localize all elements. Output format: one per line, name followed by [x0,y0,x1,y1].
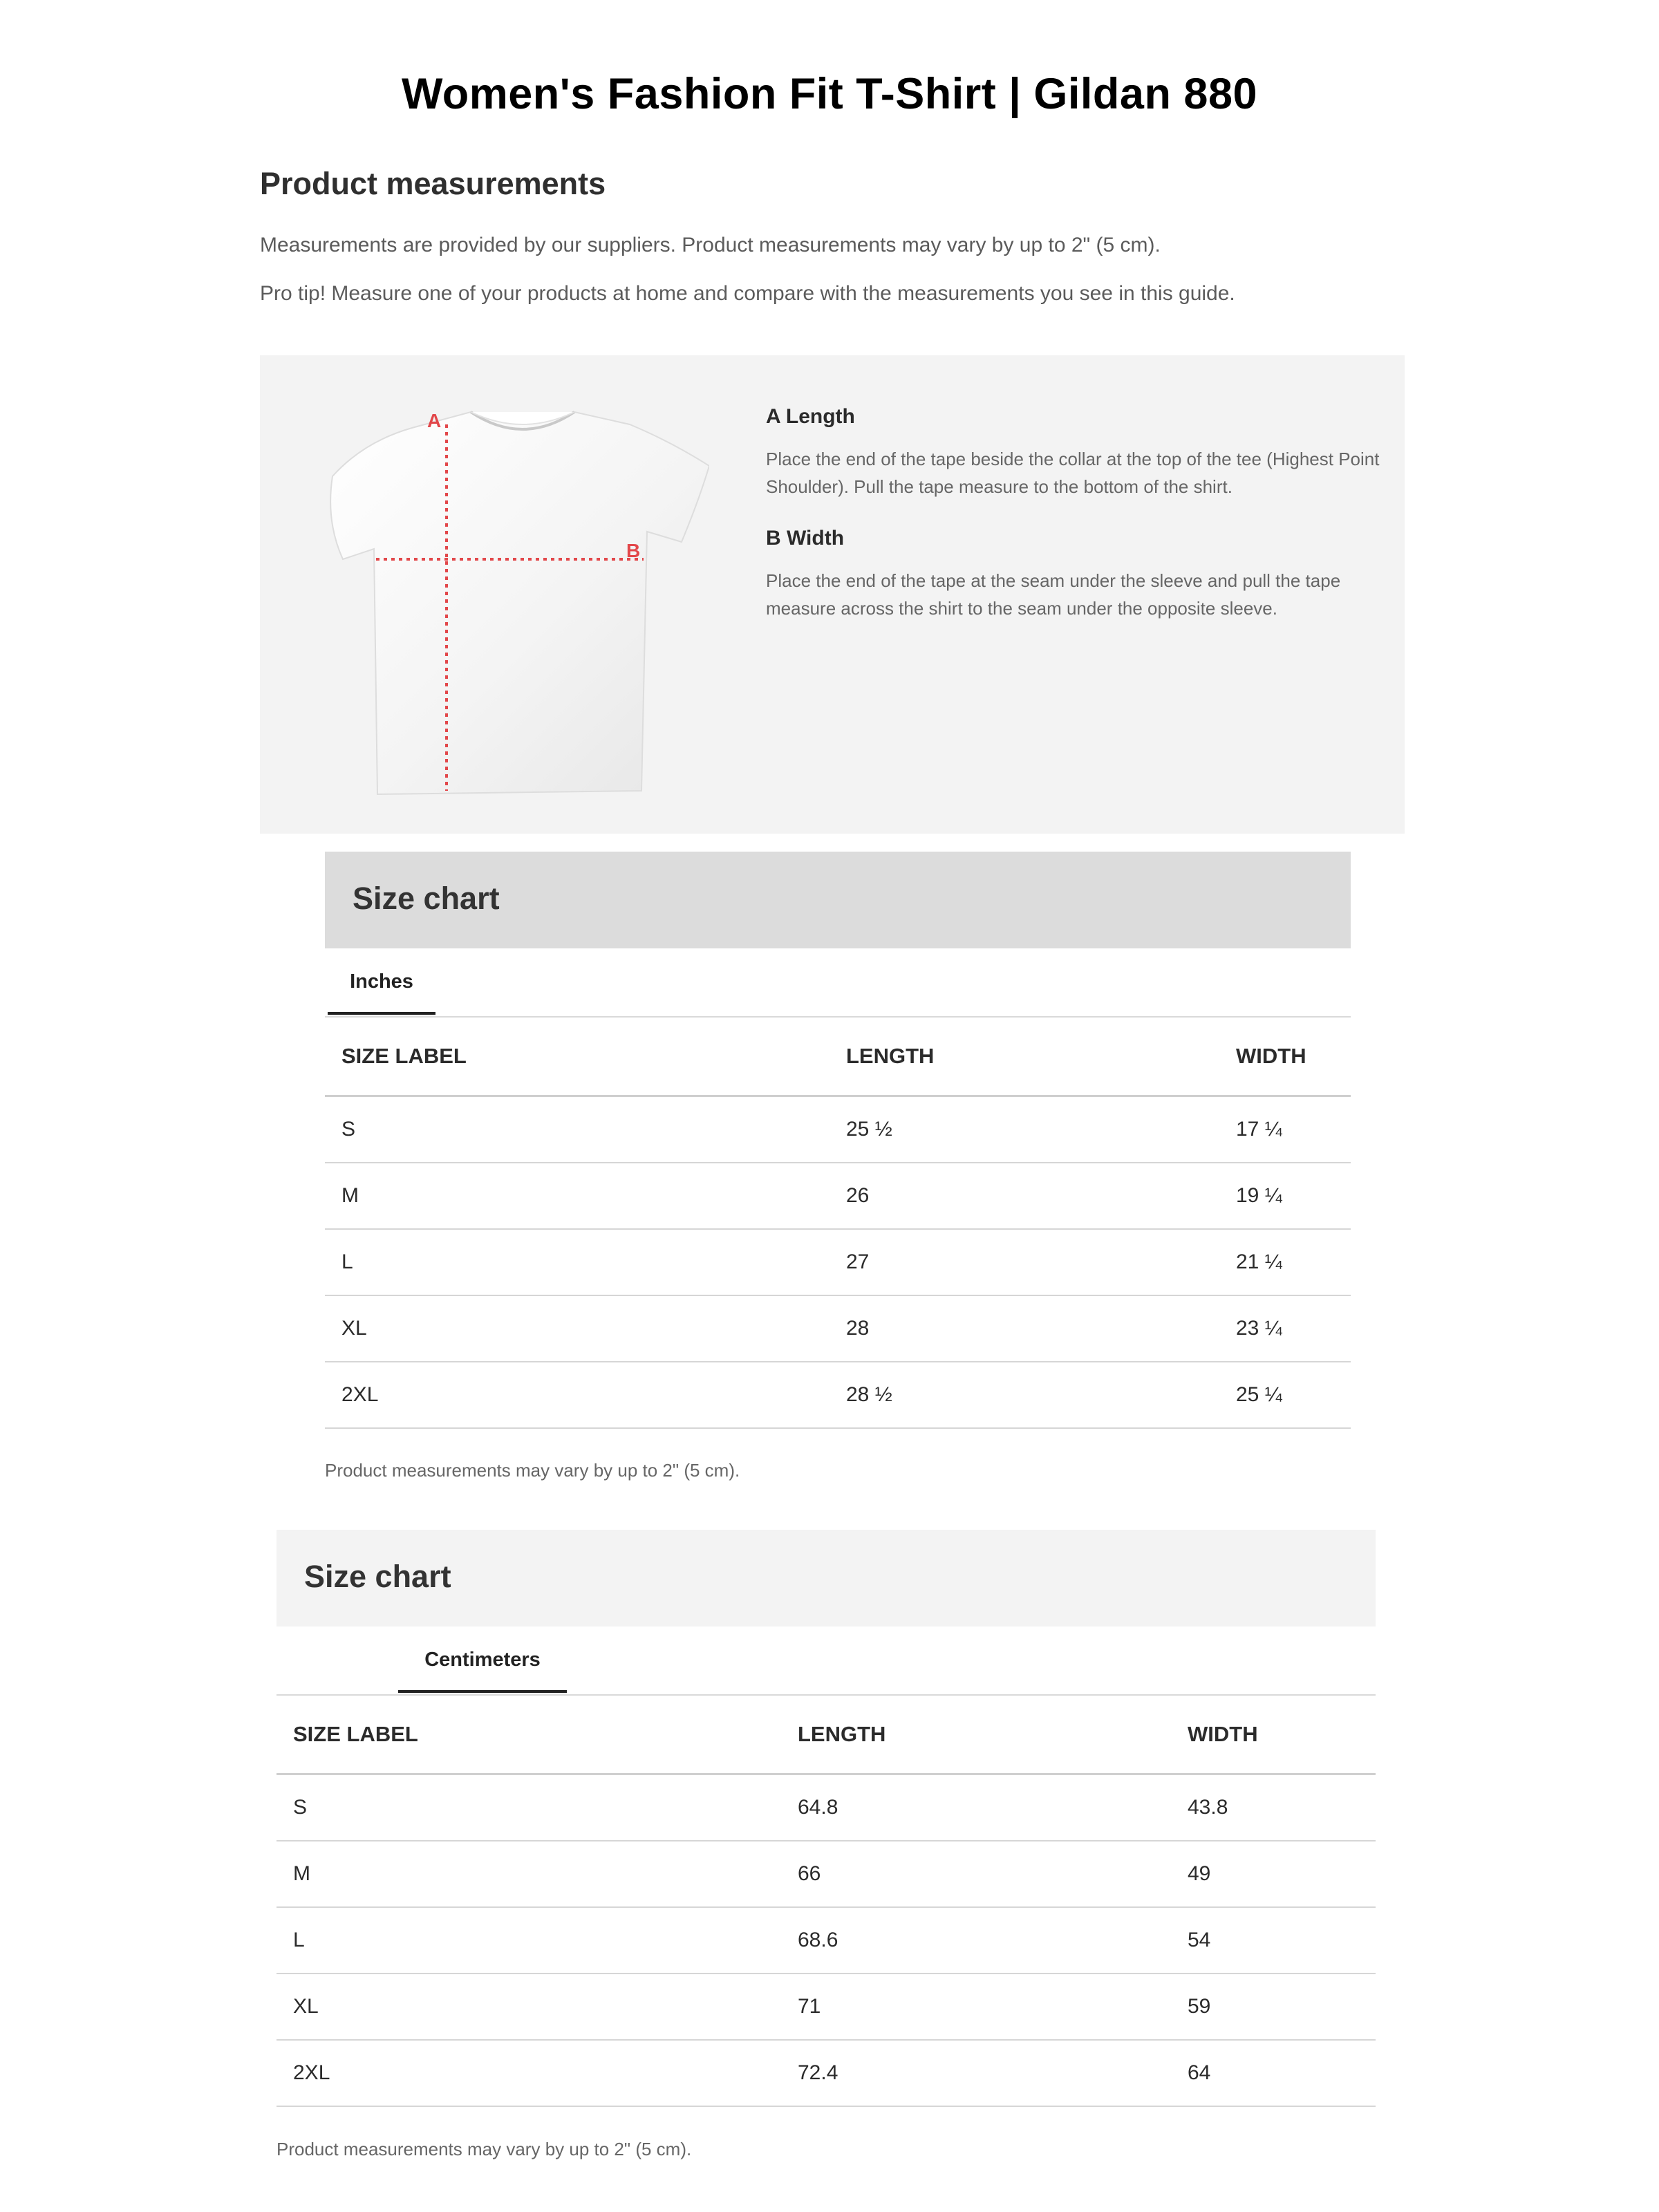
size-table-inches [325,1018,1351,1429]
size-chart-inches [325,852,1351,1429]
size-cell: S [325,1096,830,1163]
width-title: B Width [766,527,845,550]
length-cell: 64.8 [781,1774,1171,1841]
length-cell: 71 [781,1974,1171,2040]
size-cell: M [325,1163,830,1229]
length-cell: 72.4 [781,2040,1171,2106]
size-chart-header [276,1530,1376,1627]
marker-b-label: B [626,540,641,561]
column-header-width: WIDTH [1219,1018,1351,1096]
size-cell: L [325,1229,830,1295]
size-chart-title: Size chart [353,881,500,916]
size-cell: L [276,1907,781,1974]
width-cell: 19 ¼ [1219,1163,1351,1229]
table-row [325,1295,1351,1362]
column-header-width: WIDTH [1171,1696,1376,1774]
size-cell: 2XL [276,2040,781,2106]
length-cell: 28 ½ [830,1362,1219,1428]
measurement-guide-panel [260,355,1405,834]
column-header-length: LENGTH [830,1018,1219,1096]
length-cell: 68.6 [781,1907,1171,1974]
table-row [276,1974,1376,2040]
length-cell: 27 [830,1229,1219,1295]
size-chart-centimeters [276,1530,1376,2107]
length-cell: 25 ½ [830,1096,1219,1163]
tab-centimeters[interactable]: Centimeters [398,1627,567,1693]
page-title: Women's Fashion Fit T-Shirt | Gildan 880 [401,70,1258,118]
length-cell: 28 [830,1295,1219,1362]
table-row [276,1774,1376,1841]
tshirt-illustration [322,404,709,818]
table-row [325,1362,1351,1428]
cm-chart-note: Product measurements may vary by up to 2" (5 cm). [276,2139,692,2159]
width-cell: 25 ¼ [1219,1362,1351,1428]
table-row [276,1907,1376,1974]
inches-chart-note: Product measurements may vary by up to 2" (5 cm). [325,1460,740,1481]
size-chart-header [325,852,1351,948]
column-header-size: SIZE LABEL [276,1696,781,1774]
intro-text: Measurements are provided by our suppliers. Product measurements may vary by up to 2" (5 cm). [260,234,1161,256]
width-cell: 49 [1171,1841,1376,1907]
column-header-length: LENGTH [781,1696,1171,1774]
marker-a-label: A [427,410,442,431]
unit-tabs [325,948,1351,1018]
size-table-centimeters [276,1696,1376,2107]
width-cell: 43.8 [1171,1774,1376,1841]
length-cell: 66 [781,1841,1171,1907]
size-cell: S [276,1774,781,1841]
width-cell: 64 [1171,2040,1376,2106]
table-row [325,1096,1351,1163]
section-heading: Product measurements [260,166,606,201]
width-cell: 21 ¼ [1219,1229,1351,1295]
table-row [276,2040,1376,2106]
table-row [276,1841,1376,1907]
column-header-size: SIZE LABEL [325,1018,830,1096]
table-header-row [276,1696,1376,1774]
size-cell: XL [276,1974,781,2040]
length-title: A Length [766,405,855,428]
width-cell: 54 [1171,1907,1376,1974]
size-cell: XL [325,1295,830,1362]
table-row [325,1229,1351,1295]
size-cell: 2XL [325,1362,830,1428]
size-chart-title: Size chart [304,1559,451,1594]
width-cell: 59 [1171,1974,1376,2040]
width-cell: 23 ¼ [1219,1295,1351,1362]
width-description: Place the end of the tape at the seam under the sleeve and pull the tape measure across the shirt to the seam under the opposite sleeve. [766,570,1341,619]
pro-tip-text: Pro tip! Measure one of your products at home and compare with the measurements you see in this guide. [260,282,1235,305]
unit-tabs [276,1627,1376,1696]
length-cell: 26 [830,1163,1219,1229]
length-description: Place the end of the tape beside the collar at the top of the tee (Highest Point Shoulder). Pull the tape measure to the bottom of the shirt. [766,449,1380,497]
size-cell: M [276,1841,781,1907]
table-row [325,1163,1351,1229]
tab-inches[interactable]: Inches [328,948,435,1015]
table-header-row [325,1018,1351,1096]
width-cell: 17 ¼ [1219,1096,1351,1163]
